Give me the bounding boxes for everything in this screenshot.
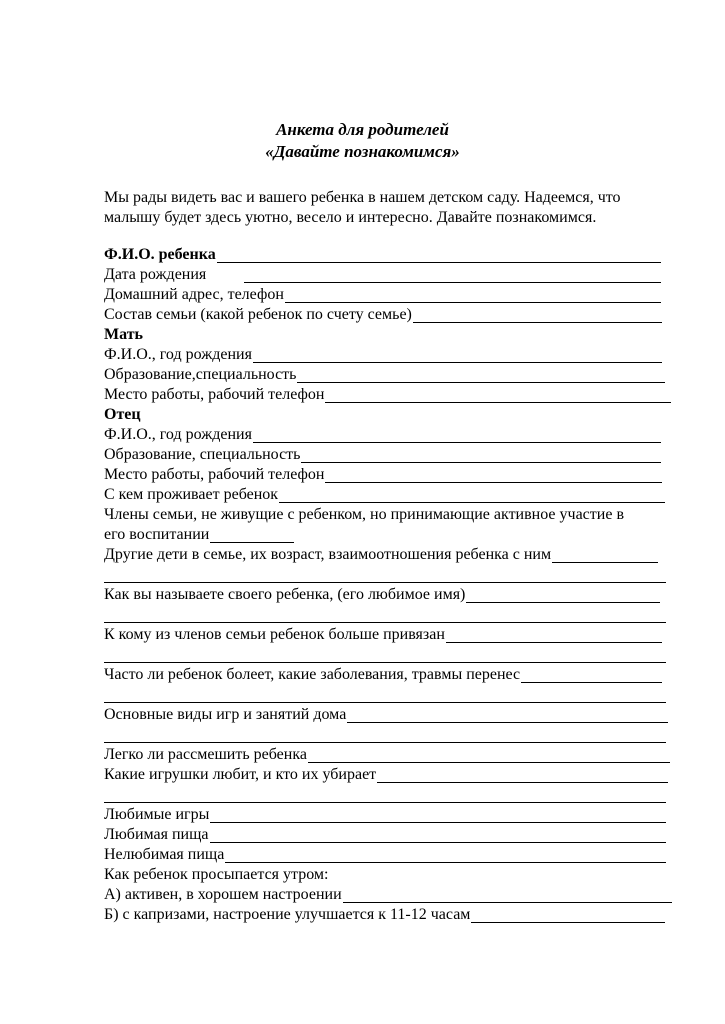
father-education-label: Образование, специальность [104,446,301,463]
field-disliked-food [104,845,704,865]
blank-line-2 [104,605,704,625]
favorite-games-label: Любимые игры [104,806,210,823]
lives-with-label: С кем проживает ребенок [104,486,279,503]
field-option-a [104,885,704,905]
field-family-not-living-line-1 [104,505,704,525]
father-section-heading [104,405,704,425]
field-mother-name-year [104,345,704,365]
easy-laugh-label: Легко ли рассмешить ребенка [104,746,307,763]
favorite-toys-label: Какие игрушки любит, и кто их убирает [104,766,377,783]
mother-name-year-label: Ф.И.О., год рождения [104,346,252,363]
birth-date-label: Дата рождения [104,266,207,283]
blank-line-3 [104,645,704,665]
page-subtitle: «Давайте познакомимся» [265,142,460,161]
family-not-living-label-1: Члены семьи, не живущие с ребенком, но принимающие активное участие в [104,506,624,523]
favorite-toys-extra-line[interactable] [104,802,666,803]
field-child-called [104,585,704,605]
field-favorite-games [104,805,704,825]
wakes-up-label: Как ребенок просыпается утром: [104,866,329,883]
illnesses-label: Часто ли ребенок болеет, какие заболевания, травмы перенес [104,666,521,683]
father-work-label: Место работы, рабочий телефон [104,466,325,483]
page-title: Анкета для родителей [276,120,449,139]
father-name-year-label: Ф.И.О., год рождения [104,426,252,443]
field-option-b [104,905,704,925]
field-mother-education [104,365,704,385]
disliked-food-label: Нелюбимая пища [104,846,225,863]
field-father-name-year [104,425,704,445]
field-favorite-food [104,825,704,845]
field-favorite-toys [104,765,704,785]
family-composition-label: Состав семьи (какой ребенок по счету семье) [104,306,412,323]
field-wakes-up [104,865,704,885]
other-children-extra-line[interactable] [104,582,666,583]
child-called-extra-line[interactable] [104,622,666,623]
father-heading: Отец [104,406,141,423]
home-games-extra-line[interactable] [104,742,666,743]
field-easy-laugh [104,745,704,765]
mother-work-label: Место работы, рабочий телефон [104,386,325,403]
field-mother-work [104,385,704,405]
address-phone-label: Домашний адрес, телефон [104,286,284,303]
option-a-label: А) активен, в хорошем настроении [104,886,342,903]
child-called-label: Как вы называете своего ребенка, (его любимое имя) [104,586,466,603]
illnesses-extra-line[interactable] [104,702,666,703]
mother-section-heading [104,325,704,345]
other-children-label: Другие дети в семье, их возраст, взаимоотношения ребенка с ним [104,546,552,563]
mother-education-label: Образование,специальность [104,366,297,383]
intro-text-line-2: малышу будет здесь уютно, весело и интересно. Давайте познакомимся. [104,209,597,226]
blank-line-6 [104,785,704,805]
mother-heading: Мать [104,326,144,343]
field-home-games [104,705,704,725]
birth-date-answer-line[interactable] [244,282,661,283]
home-games-label: Основные виды игр и занятий дома [104,706,347,723]
child-name-label: Ф.И.О. ребенка [104,246,216,263]
field-family-composition [104,305,704,325]
intro-text-line-1: Мы рады видеть вас и вашего ребенка в нашем детском саду. Надеемся, что [104,189,621,206]
field-child-name [104,245,704,265]
attached-to-extra-line[interactable] [104,662,666,663]
field-birth-date [104,265,704,285]
blank-line-5 [104,725,704,745]
family-not-living-label-2: его воспитании [104,526,210,543]
field-address-phone [104,285,704,305]
option-b-label: Б) с капризами, настроение улучшается к 11-12 часам [104,906,471,923]
field-family-not-living-line-2 [104,525,704,545]
favorite-food-label: Любимая пища [104,826,209,843]
blank-line-4 [104,685,704,705]
field-lives-with [104,485,704,505]
field-father-education [104,445,704,465]
field-illnesses [104,665,704,685]
field-father-work [104,465,704,485]
attached-to-label: К кому из членов семьи ребенок больше привязан [104,626,445,643]
field-other-children [104,545,704,565]
blank-line-1 [104,565,704,585]
questionnaire-form [104,245,704,925]
field-attached-to [104,625,704,645]
